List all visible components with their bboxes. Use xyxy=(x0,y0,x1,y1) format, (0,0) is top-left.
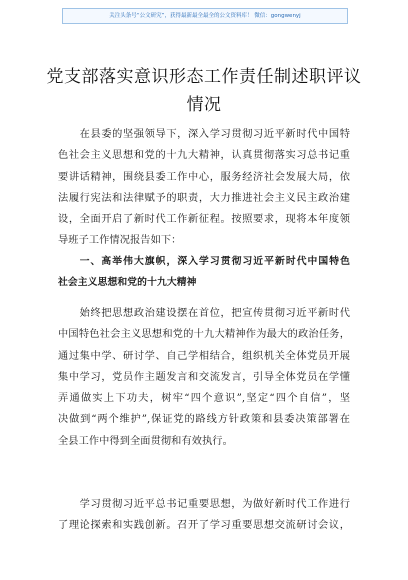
section-heading-1 xyxy=(58,251,350,294)
paragraph-line: 色社会主义思想和党的十九大精神，认真贯彻落实习总书记重 xyxy=(58,150,350,162)
paragraph-line: 中国特色社会主义思想和党的十九大精神作为最大的政治任务， xyxy=(58,329,350,341)
paragraph-line: 集中学习，党员作主题发言和交流发言，引导全体党员在学懂 xyxy=(58,371,350,383)
paragraph-line: 通过集中学、研讨学、自己学相结合，组织机关全体党员开展 xyxy=(58,350,350,362)
paragraph-line: 设，全面开启了新时代工作新征程。按照要求，现将本年度领 xyxy=(58,214,350,226)
paragraph-line: 导班子工作情况报告如下： xyxy=(58,235,182,247)
intro-paragraph xyxy=(58,124,350,252)
paragraph-line: 要讲话精神，围绕县委工作中心，服务经济社会发展大局，依 xyxy=(58,171,350,183)
paragraph-line: 法履行宪法和法律赋予的职责，大力推进社会主义民主政治建 xyxy=(58,192,350,204)
section-1-paragraph xyxy=(58,303,350,452)
heading-line: 一、高举伟大旗帜，深入学习贯彻习近平新时代中国特色 xyxy=(58,256,350,267)
paragraph-line: 学习贯彻习近平总书记重要思想，为做好新时代工作进行 xyxy=(58,499,350,510)
paragraph-line: 始终把思想政治建设摆在首位，把宣传贯彻习近平新时代 xyxy=(58,308,350,319)
heading-line: 社会主义思想和党的十九大精神 xyxy=(58,277,197,289)
section-1-paragraph-2 xyxy=(58,494,350,537)
paragraph-line: 决做到“两个维护”,保证党的路线方针政策和县委决策部署在 xyxy=(58,414,350,426)
document-title-line-2: 情况 xyxy=(186,95,222,115)
promo-banner: 关注头条号“公文研究”，获得最新最全最全的公文资料库！ 微信：gongwenyj xyxy=(62,8,348,24)
paragraph-line: 在县委的坚强领导下，深入学习贯彻习近平新时代中国特 xyxy=(58,129,350,140)
paragraph-line: 弄通做实上下功夫，树牢“四个意识”,坚定“四个自信”，坚 xyxy=(58,393,350,405)
document-title-line-1: 党支部落实意识形态工作责任制述职评议 xyxy=(46,67,362,87)
paragraph-line: 全县工作中得到全面贯彻和有效执行。 xyxy=(58,435,233,447)
paragraph-line: 了理论探索和实践创新。召开了学习重要思想交流研讨会议， xyxy=(58,520,350,532)
